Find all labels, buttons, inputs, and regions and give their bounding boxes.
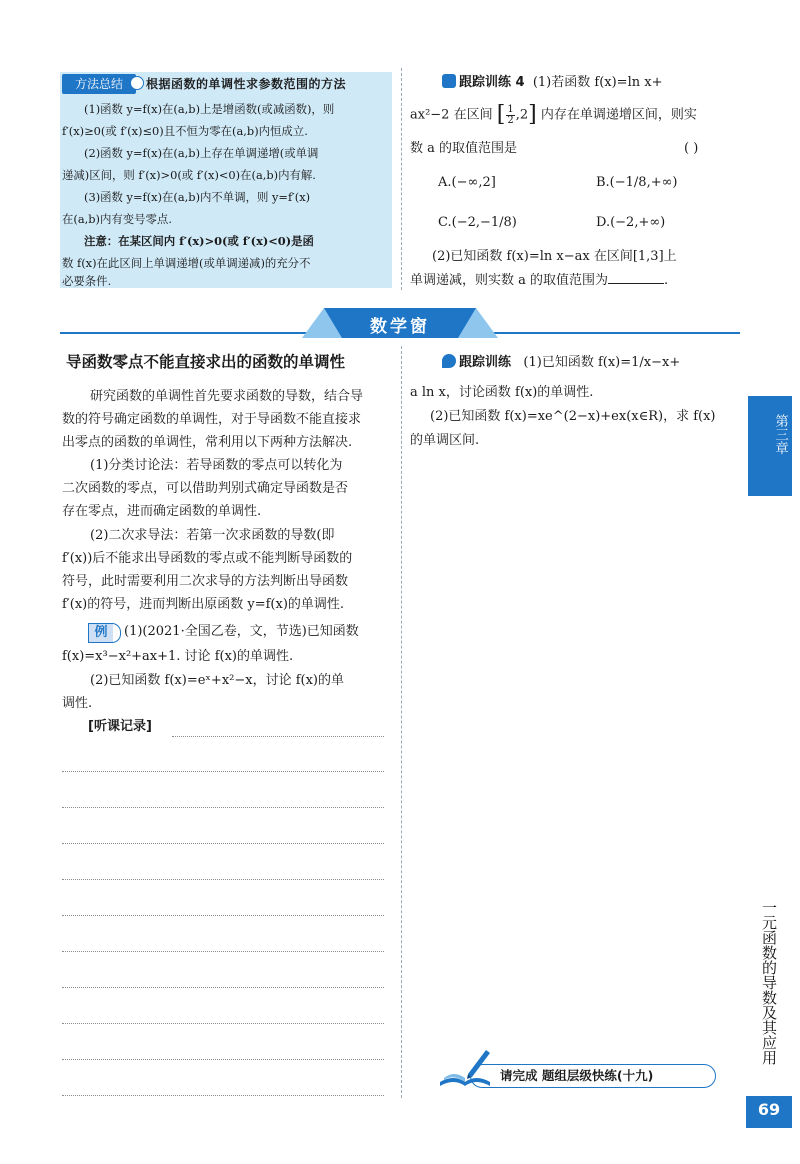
- note-line: [62, 771, 384, 772]
- note-line: [62, 1095, 384, 1096]
- para-line: f′(x))后不能求出导函数的零点或不能判断导函数的: [62, 551, 353, 566]
- option-c: C.(−2,−1/8): [438, 215, 517, 230]
- note-line: [62, 807, 384, 808]
- example-tag: 例: [88, 623, 113, 643]
- section-title: 导函数零点不能直接求出的函数的单调性: [66, 353, 346, 371]
- practice-prompt: 请完成 题组层级快练(十九): [500, 1068, 654, 1083]
- method-line: f′(x)≥0(或 f′(x)≤0)且不恒为零在(a,b)内恒成立.: [62, 124, 308, 138]
- track-line3: (2)已知函数 f(x)=xe^(2−x)+ex(x∈R)，求 f(x): [430, 409, 716, 424]
- track4-q1-text: 内存在单调递增区间，则实: [540, 107, 697, 123]
- note-line: [172, 736, 384, 737]
- track4-q2-line1: (2)已知函数 f(x)=ln x−ax 在区间[1,3]上: [432, 249, 677, 264]
- example-line: (1)(2021·全国乙卷，文，节选)已知函数: [124, 624, 359, 639]
- location-pin-icon: [442, 354, 456, 368]
- para-line: 存在零点，进而确定函数的单调性.: [62, 504, 262, 519]
- note-line: [62, 951, 384, 952]
- method-line: (2)函数 y=f(x)在(a,b)上存在单调递增(或单调: [84, 146, 319, 160]
- track-text: (1)已知函数 f(x)=1/x−x+: [523, 355, 681, 370]
- para-line: (1)分类讨论法：若导函数的零点可以转化为: [90, 458, 343, 473]
- para-line: 符号，此时需要利用二次求导的方法判断出导函数: [62, 574, 349, 589]
- answer-blank: [608, 283, 664, 284]
- track-line2: a ln x，讨论函数 f(x)的单调性.: [410, 385, 594, 400]
- note-line: [62, 987, 384, 988]
- note-line: [62, 843, 384, 844]
- fraction: $\frac{1}{2}$: [507, 103, 514, 126]
- method-line: 必要条件.: [62, 274, 112, 288]
- para-line: 二次函数的零点，可以借助判别式确定导函数是否: [62, 481, 349, 496]
- track4-q1-line3: 数 a 的取值范围是: [410, 141, 518, 156]
- example-line: f(x)=x³−x²+ax+1. 讨论 f(x)的单调性.: [62, 649, 294, 664]
- para-line: 数的符号确定函数的单调性，对于导函数不能直接求: [62, 412, 362, 427]
- option-a: A.(−∞,2]: [438, 175, 496, 190]
- book-title: 一元函数的导数及其应用: [760, 900, 778, 1065]
- note-line: [62, 879, 384, 880]
- note-line: [62, 915, 384, 916]
- para-line: f′(x)的符号，进而判断出原函数 y=f(x)的单调性.: [62, 597, 345, 612]
- method-line: (3)函数 y=f(x)在(a,b)内不单调，则 y=f′(x): [84, 190, 311, 204]
- answer-paren: ( ): [684, 141, 699, 156]
- column-divider: [401, 68, 402, 290]
- method-line: 数 f(x)在此区间上单调递增(或单调递减)的充分不: [62, 256, 311, 270]
- note-line: [62, 1059, 384, 1060]
- method-line: 在(a,b)内有变号零点.: [62, 212, 172, 226]
- para-line: 研究函数的单调性首先要求函数的导数，结合导: [90, 389, 364, 404]
- banner-title: 数学窗: [370, 317, 430, 337]
- chapter-label: 第三章: [772, 414, 788, 455]
- track-line1: [442, 352, 680, 374]
- track-label: 跟踪训练: [459, 355, 512, 370]
- note-line: [62, 1023, 384, 1024]
- track4-line2: ax²−2 在区间 [ $\frac{1}{2}$ ,2] 内存在单调递增区间，则实: [410, 102, 697, 127]
- track4-q1-text: ax²−2 在区间: [410, 107, 493, 123]
- example-line: 调性.: [62, 696, 93, 711]
- track4-label: 跟踪训练 4: [459, 75, 525, 90]
- example-line: (2)已知函数 f(x)=eˣ+x²−x，讨论 f(x)的单: [90, 673, 345, 688]
- option-b: B.(−1/8,+∞): [596, 175, 678, 190]
- method-note: 注意：在某区间内 f′(x)>0(或 f′(x)<0)是函: [84, 234, 314, 248]
- page-number: 69: [757, 1100, 781, 1119]
- method-summary-title: 根据函数的单调性求参数范围的方法: [146, 77, 347, 91]
- option-d: D.(−2,+∞): [596, 215, 666, 230]
- method-line: 递减)区间，则 f′(x)>0(或 f′(x)<0)在(a,b)内有解.: [62, 168, 316, 182]
- notes-label: [听课记录]: [88, 719, 152, 734]
- track4-q2-line2: 单调递减，则实数 a 的取值范围为 .: [410, 273, 669, 288]
- track4-line1: [442, 72, 662, 94]
- speech-bubble-icon: [130, 76, 144, 90]
- method-line: (1)函数 y=f(x)在(a,b)上是增函数(或减函数)，则: [84, 102, 335, 116]
- example-tag-arc: [112, 623, 121, 643]
- para-line: 出零点的函数的单调性，常利用以下两种方法解决.: [62, 435, 353, 450]
- pencil-tag-icon: [442, 74, 456, 88]
- para-line: (2)二次求导法：若第一次求函数的导数(即: [90, 528, 335, 543]
- track-line4: 的单调区间.: [410, 433, 480, 448]
- method-summary-tag: 方法总结: [62, 74, 136, 94]
- track4-q1-text: (1)若函数 f(x)=ln x+: [532, 75, 663, 90]
- column-divider: [401, 346, 402, 1098]
